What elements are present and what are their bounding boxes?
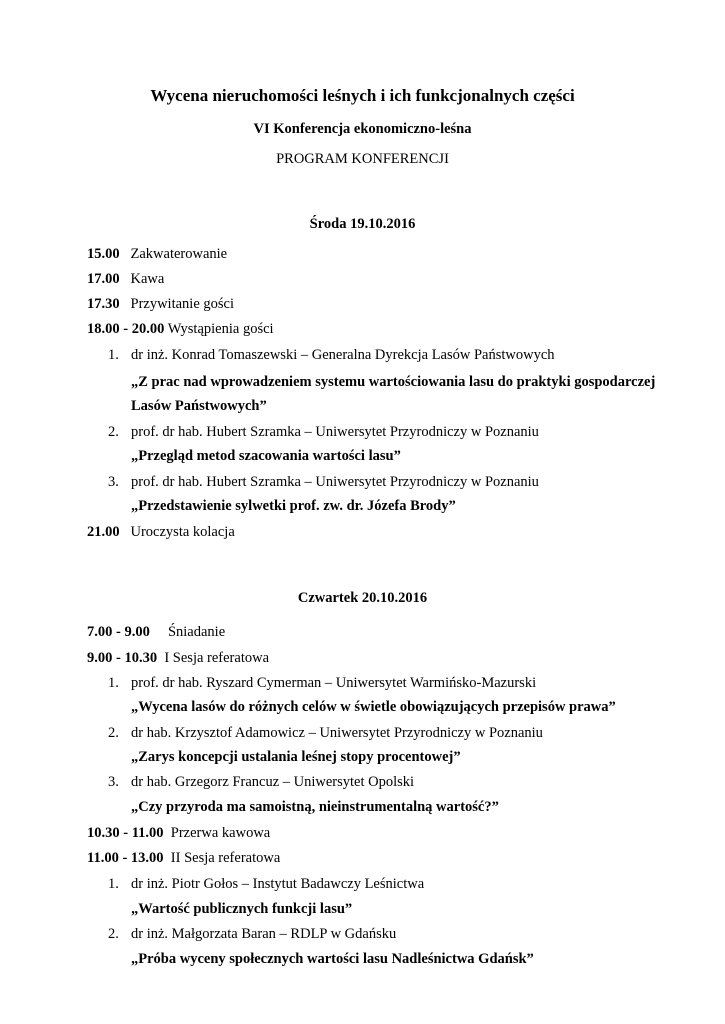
talk-title: „Próba wyceny społecznych wartości lasu Nadleśnictwa Gdańsk” (131, 951, 534, 967)
talk-number: 2. (108, 424, 119, 440)
talk-speaker: prof. dr hab. Ryszard Cymerman – Uniwersytet Warmińsko-Mazurski (131, 675, 537, 691)
schedule-entry (87, 246, 227, 263)
entry-label: I Sesja referatowa (164, 650, 270, 666)
entry-label: II Sesja referatowa (170, 850, 281, 866)
entry-label: Uroczysta kolacja (130, 524, 235, 540)
schedule-entry (87, 271, 164, 288)
schedule-entry (87, 296, 234, 313)
schedule-entry (87, 524, 235, 541)
talk-title: „Wycena lasów do różnych celów w świetle obowiązujących przepisów prawa” (131, 699, 616, 715)
talk-title: „Przegląd metod szacowania wartości lasu” (131, 448, 401, 464)
document-title: Wycena nieruchomości leśnych i ich funkcjonalnych części (150, 86, 575, 105)
conference-subtitle: VI Konferencja ekonomiczno-leśna (253, 121, 472, 137)
talk-speaker: dr inż. Piotr Gołos – Instytut Badawczy Leśnictwa (131, 876, 425, 892)
schedule-entry (87, 850, 280, 867)
entry-time: 9.00 - 10.30 (87, 650, 158, 666)
entry-label: Przywitanie gości (130, 296, 234, 312)
schedule-entry (87, 825, 270, 842)
talk-speaker: dr inż. Konrad Tomaszewski – Generalna Dyrekcja Lasów Państwowych (131, 347, 555, 363)
talk-number: 2. (108, 725, 119, 741)
talk-speaker: dr inż. Małgorzata Baran – RDLP w Gdańsku (131, 926, 397, 942)
entry-time: 15.00 (87, 246, 120, 262)
talk-speaker: dr hab. Grzegorz Francuz – Uniwersytet Opolski (131, 774, 415, 790)
talk-number: 1. (108, 876, 119, 892)
talk-number: 2. (108, 926, 119, 942)
schedule-entry (87, 624, 225, 641)
program-label: PROGRAM KONFERENCJI (276, 151, 449, 167)
schedule-entry (87, 650, 269, 667)
entry-label: Kawa (130, 271, 165, 287)
entry-time: 17.30 (87, 296, 120, 312)
talk-title: „Przedstawienie sylwetki prof. zw. dr. Józefa Brody” (131, 498, 456, 514)
talk-number: 1. (108, 347, 119, 363)
talk-number: 3. (108, 774, 119, 790)
talk-speaker: prof. dr hab. Hubert Szramka – Uniwersytet Przyrodniczy w Poznaniu (131, 474, 539, 490)
day-heading: Czwartek 20.10.2016 (297, 590, 428, 606)
talk-number: 1. (108, 675, 119, 691)
entry-label: Zakwaterowanie (130, 246, 228, 262)
entry-label: Wystąpienia gości (167, 321, 274, 337)
entry-label: Śniadanie (167, 624, 226, 640)
day-heading: Środa 19.10.2016 (309, 216, 416, 232)
schedule-entry (87, 321, 274, 338)
talk-title: „Wartość publicznych funkcji lasu” (131, 901, 353, 917)
entry-label: Przerwa kawowa (170, 825, 271, 841)
entry-time: 18.00 - 20.00 (87, 321, 165, 337)
entry-time: 17.00 (87, 271, 120, 287)
talk-title: „Czy przyroda ma samoistną, nieinstrumentalną wartość?” (131, 799, 499, 815)
talk-title: „Zarys koncepcji ustalania leśnej stopy procentowej” (131, 749, 461, 765)
entry-time: 21.00 (87, 524, 120, 540)
talk-speaker: prof. dr hab. Hubert Szramka – Uniwersytet Przyrodniczy w Poznaniu (131, 424, 539, 440)
talk-speaker: dr hab. Krzysztof Adamowicz – Uniwersytet Przyrodniczy w Poznaniu (131, 725, 543, 741)
entry-time: 7.00 - 9.00 (87, 624, 150, 640)
entry-time: 10.30 - 11.00 (87, 825, 164, 841)
talk-number: 3. (108, 474, 119, 490)
talk-title-continued: Lasów Państwowych” (131, 398, 267, 414)
talk-title: „Z prac nad wprowadzeniem systemu wartościowania lasu do praktyki gospodarczej (131, 374, 656, 390)
entry-time: 11.00 - 13.00 (87, 850, 164, 866)
